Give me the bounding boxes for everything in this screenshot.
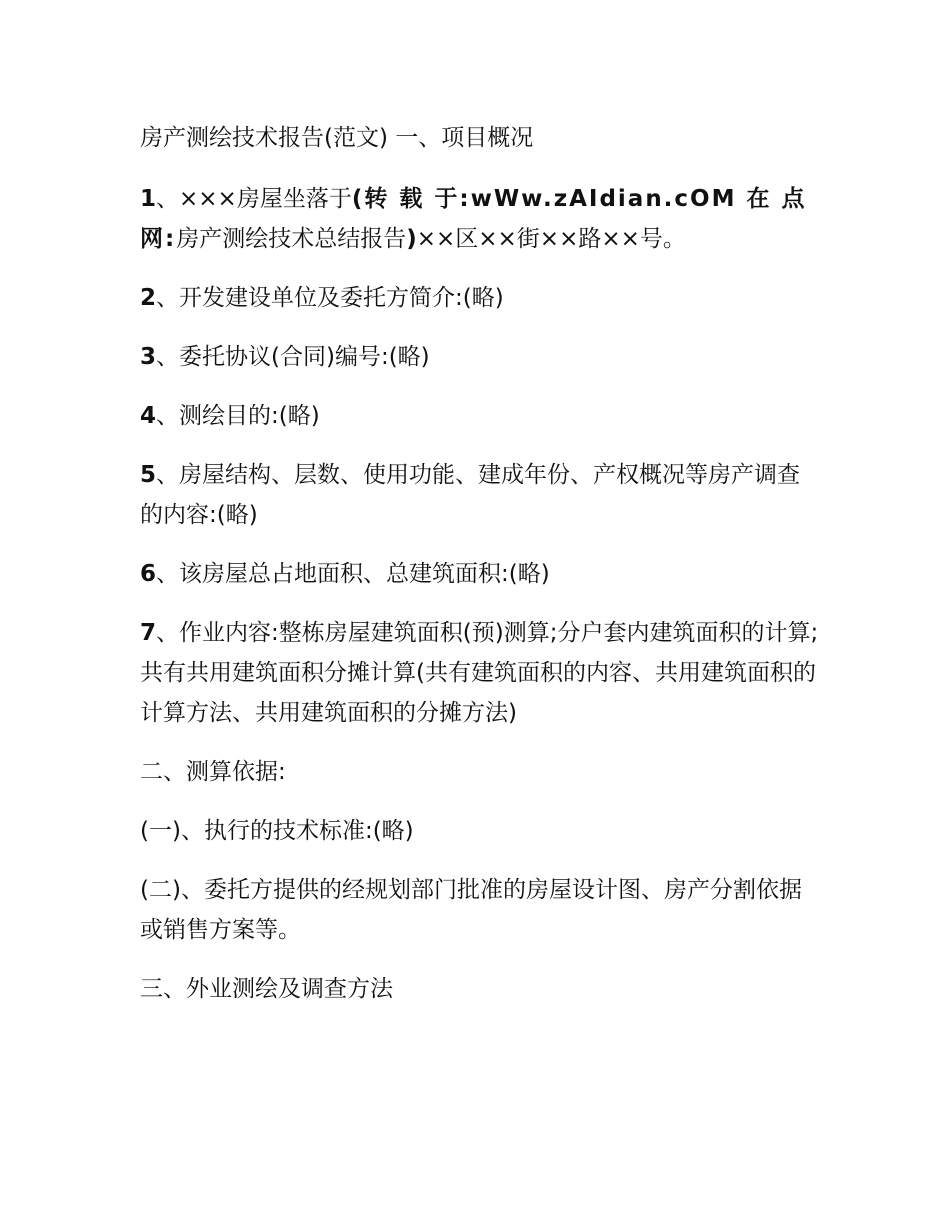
item-text: 、该房屋总占地面积、总建筑面积:(略) <box>156 561 550 587</box>
item-text: 、开发建设单位及委托方简介:(略) <box>156 285 504 311</box>
list-item-2 <box>140 278 820 318</box>
list-item-4 <box>140 396 820 436</box>
document-title: 房产测绘技术报告(范文) 一、项目概况 <box>140 125 534 151</box>
item-number: 4 <box>140 403 157 429</box>
item-number: 7 <box>140 620 157 646</box>
section2-item-1: (一)、执行的技术标准:(略) <box>140 818 414 844</box>
item-number: 1 <box>140 186 157 212</box>
list-item-5 <box>140 455 820 535</box>
list-item-6 <box>140 554 820 594</box>
item-text: 、×××房屋坐落于 <box>156 186 352 212</box>
list-item-3 <box>140 337 820 377</box>
item-text: 、委托协议(合同)编号:(略) <box>156 344 430 370</box>
item-text: 、作业内容:整栋房屋建筑面积(预)测算;分户套内建筑面积的计算;共有共用建筑面积分摊计算(共有建筑面积的内容、共用建筑面积的计算方法、共用建筑面积的分摊方法) <box>140 620 819 726</box>
item-text-tail: ××区××街××路××号。 <box>416 226 686 252</box>
item-text: 、测绘目的:(略) <box>156 403 320 429</box>
section2-item-2: (二)、委托方提供的经规划部门批准的房屋设计图、房产分割依据或销售方案等。 <box>140 877 802 943</box>
item-number: 5 <box>140 462 157 488</box>
document-page <box>140 118 820 1028</box>
source-close: ) <box>406 226 417 252</box>
list-item-7 <box>140 613 820 733</box>
list-item-1 <box>140 179 820 259</box>
source-title: 房产测绘技术总结报告 <box>176 226 407 252</box>
item-number: 3 <box>140 344 157 370</box>
source-notice: (转 载 于:wWw.zAIdian.cOM 在 点 网: <box>140 186 807 252</box>
item-number: 6 <box>140 561 157 587</box>
section-heading-2: 二、测算依据: <box>140 759 286 785</box>
section-heading-3: 三、外业测绘及调查方法 <box>140 976 393 1002</box>
item-number: 2 <box>140 285 157 311</box>
item-text: 、房屋结构、层数、使用功能、建成年份、产权概况等房产调查的内容:(略) <box>140 462 801 528</box>
